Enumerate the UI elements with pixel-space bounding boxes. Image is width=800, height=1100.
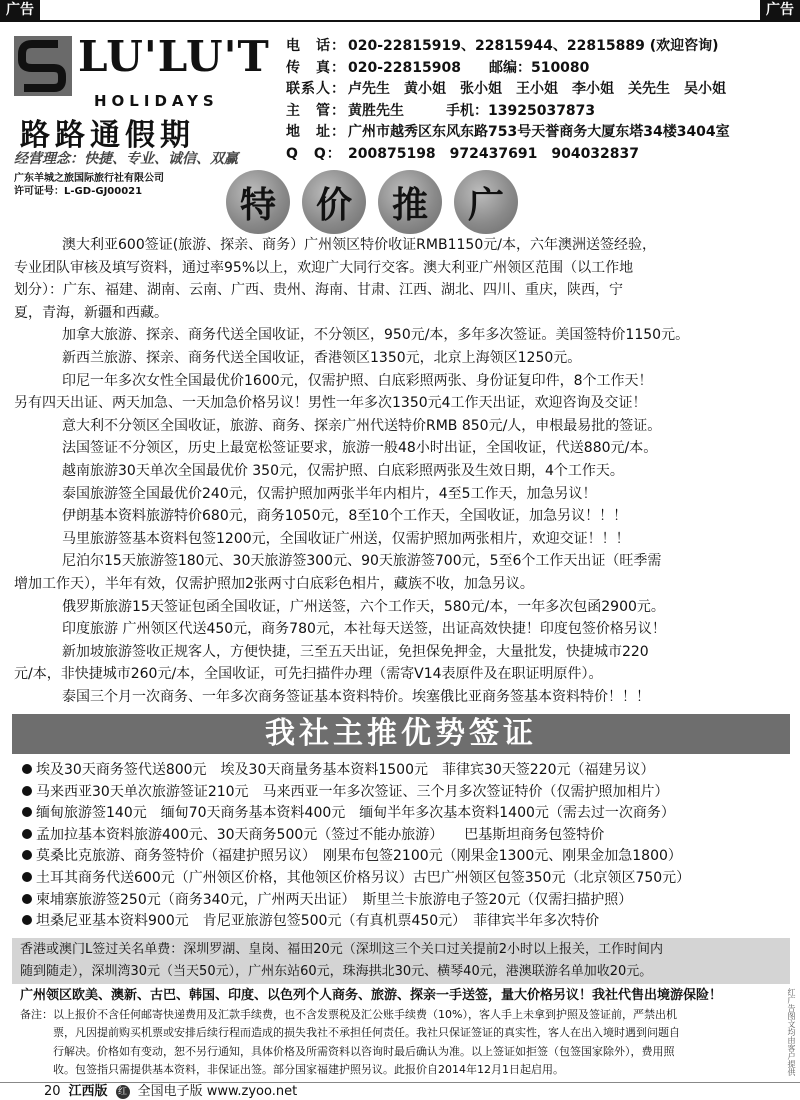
promo-content <box>14 234 790 708</box>
promo-line: 夏，青海，新疆和西藏。 <box>14 304 168 321</box>
bullet-icon <box>22 829 32 839</box>
company-info <box>14 172 164 198</box>
bullet-icon <box>22 894 32 904</box>
license-number: 许可证号：L-GD-GJ00021 <box>14 186 143 197</box>
list-item <box>22 760 792 782</box>
company-name: 广东羊城之旅国际旅行社有限公司 <box>14 173 164 184</box>
list-item <box>22 782 792 804</box>
contact-key: 传 真： <box>286 59 346 76</box>
banner-char: 广 <box>454 170 518 234</box>
list-item <box>22 868 792 890</box>
contact-key: 地 址： <box>286 124 346 140</box>
footer-rule <box>0 1082 800 1083</box>
list-item <box>22 890 792 912</box>
fee-line: 随到随走），深圳湾30元（当天50元），广州东站60元，珠海拱北30元、横琴40元，港澳联游名单加收20元。 <box>20 964 653 979</box>
bullet-icon <box>22 764 32 774</box>
special-offer-banner <box>226 170 518 234</box>
page-footer <box>44 1084 297 1100</box>
contact-value: 卢先生 黄小姐 张小姐 王小姐 李小姐 关先生 吴小姐 <box>348 81 726 97</box>
promo-line: 尼泊尔15天旅游签180元、30天旅游签300元、90天旅游签700元，5至6个工作天出证（旺季需 <box>62 553 662 570</box>
promo-line: 加拿大旅游、探亲、商务代送全国收证，不分领区，950元/本，多年多次签证。美国签特价1150元。 <box>62 327 690 344</box>
contact-value: 广州市越秀区东风东路753号天誉商务大厦东塔34楼3404室 <box>348 124 730 140</box>
featured-visa-heading: 我社主推优势签证 <box>12 714 790 754</box>
promo-line: 另有四天出证、两天加急、一天加急价格另议！男性一年多次1350元4工作天出证，欢迎咨询及交证！ <box>14 395 647 412</box>
edition-emblem-icon: 红 <box>116 1085 130 1099</box>
promo-line: 新加坡旅游签收正规客人，方便快捷，三至五天出证，免担保免押金，大量批发，快捷城市220 <box>62 643 649 660</box>
contact-key: 电 话： <box>286 38 346 54</box>
ad-tag-left: 广告 <box>0 0 40 21</box>
contact-key: 主 管： <box>286 102 346 119</box>
list-item-text: 孟加拉基本资料旅游400元、30天商务500元（签过不能办旅游） 巴基斯坦商务包签特价 <box>36 826 605 843</box>
logo-motto: 经营理念：快捷、专业、诚信、双赢 <box>14 151 238 167</box>
promo-line: 增加工作天），半年有效，仅需护照加2张两寸白底彩色相片，藏族不收，加急另议。 <box>14 575 534 592</box>
list-item-text: 缅甸旅游签140元 缅甸70天商务基本资料400元 缅甸半年多次基本资料1400元（需去过一次商务） <box>36 805 675 822</box>
bullet-icon <box>22 786 32 796</box>
bullet-icon <box>22 872 32 882</box>
remarks-body <box>12 1006 776 1080</box>
contact-row <box>286 58 730 80</box>
featured-visa-list <box>22 760 792 933</box>
list-item <box>22 846 792 868</box>
promo-line: 元/本，非快捷城市260元/本，全国收证，可先扫描件办理（需寄V14表原件及在职证明原件）。 <box>14 666 603 683</box>
remarks-line: 票，凡因提前购买机票或安排后续行程而造成的损失我社不承担任何责任。我社只保证签证的真实性，客人在出入境时遇到问题自 <box>20 1026 680 1040</box>
promo-line: 印度旅游 广州领区代送450元，商务780元，本社每天送签，出证高效快捷！印度包签价格另议！ <box>62 621 666 638</box>
logo-cn-text: 路路通假期 <box>20 118 195 153</box>
remarks-line: 收。包签指只需提供基本资料，非保证出签。部分国家福建护照另议。此报价自2014年12月1日起启用。 <box>20 1063 564 1077</box>
remarks-line: 行解决。价格如有变动，恕不另行通知，具体价格及所需资料以咨询时最后确认为准。以上签证如拒签（包签国家除外），费用照 <box>20 1044 675 1058</box>
side-disclaimer: 红广告图文均由客户提供 <box>787 988 796 1076</box>
agency-logo <box>14 30 270 175</box>
contact-value: 020-22815908 邮编：510080 <box>348 59 590 76</box>
list-item-text: 马来西亚30天单次旅游签证210元 马来西亚一年多次签证、三个月多次签证特价（仅需护照加相片） <box>36 783 669 800</box>
banner-char: 推 <box>378 170 442 234</box>
contact-row <box>286 144 730 166</box>
contact-block <box>286 36 730 165</box>
promo-line: 法国签证不分领区，历史上最宽松签证要求，旅游一般48小时出证，全国收证，代送880元/本。 <box>62 440 658 457</box>
promo-line: 越南旅游30天单次全国最优价 350元，仅需护照、白底彩照两张及生效日期，4个工作天。 <box>62 462 624 479</box>
promo-line: 澳大利亚600签证(旅游、探亲、商务）广州领区特价收证RMB1150元/本，六年澳洲送签经验， <box>62 237 656 253</box>
remarks-headline: 广州领区欧美、澳新、古巴、韩国、印度、以色列个人商务、旅游、探亲一手送签，量大价格另议！我社代售出境游保险！ <box>20 988 723 1003</box>
fee-line: 香港或澳门L签过关名单费：深圳罗湖、皇岗、福田20元（深圳这三个关口过关提前2小时以上报关，工作时间内 <box>20 942 664 957</box>
promo-line: 泰国旅游签全国最优价240元，仅需护照加两张半年内相片，4至5工作天，加急另议！ <box>62 485 597 502</box>
contact-row <box>286 36 730 58</box>
list-item <box>22 911 792 933</box>
list-item-text: 坦桑尼亚基本资料900元 肯尼亚旅游包签500元（有真机票450元） 菲律宾半年多次特价 <box>36 913 600 930</box>
top-rule <box>0 20 800 22</box>
promo-line: 伊朗基本资料旅游特价680元，商务1050元，8至10个工作天，全国收证，加急另议！！！ <box>62 508 628 525</box>
promo-line: 意大利不分领区全国收证，旅游、商务、探亲广州代送特价RMB 850元/人，申根最易批的签证。 <box>62 417 662 434</box>
promo-line: 新西兰旅游、探亲、商务代送全国收证，香港领区1350元，北京上海领区1250元。 <box>62 349 582 366</box>
logo-holidays-text: HOLIDAYS <box>94 92 219 110</box>
contact-key: 联系人： <box>286 81 346 97</box>
contact-row <box>286 101 730 123</box>
banner-char: 价 <box>302 170 366 234</box>
banner-char: 特 <box>226 170 290 234</box>
logo-en-text: LU'LU'T <box>78 32 270 81</box>
promo-line: 专业团队审核及填写资料，通过率95%以上，欢迎广大同行交客。澳大利亚广州领区范围（以工作地 <box>14 259 634 276</box>
list-item <box>22 803 792 825</box>
promo-line: 泰国三个月一次商务、一年多次商务签证基本资料特价。埃塞俄比亚商务签基本资料特价！！！ <box>62 688 650 705</box>
page-number: 20 <box>44 1084 61 1099</box>
bullet-icon <box>22 807 32 817</box>
remarks-line: 备注：以上报价不含任何邮寄快递费用及汇款手续费，也不含发票税及汇公账手续费（10%），客人手上未拿到护照及签证前，严禁出机 <box>20 1008 677 1021</box>
list-item-text: 柬埔寨旅游签250元（商务340元，广州两天出证） 斯里兰卡旅游电子签20元（仅需扫描护照） <box>36 891 633 908</box>
list-item-text: 埃及30天商务签代送800元 埃及30天商量务基本资料1500元 菲律宾30天签220元（福建另议） <box>36 762 655 778</box>
contact-value: 020-22815919、22815944、22815889 (欢迎咨询) <box>348 38 719 54</box>
logo-s-mark-icon <box>14 36 72 96</box>
list-item <box>22 825 792 847</box>
ad-tag-right: 广告 <box>760 0 800 21</box>
edition-label: 江西版 <box>68 1084 108 1099</box>
list-item-text: 土耳其商务代送600元（广州领区价格，其他领区价格另议）古巴广州领区包签350元（北京领区750元） <box>36 869 691 886</box>
promo-line: 马里旅游签基本资料包签1200元，全国收证广州送，仅需护照加两张相片，欢迎交证！！！ <box>62 530 630 547</box>
remarks-section <box>12 986 776 1080</box>
bullet-icon <box>22 850 32 860</box>
contact-row <box>286 122 730 144</box>
contact-value: 黄胜先生 手机：13925037873 <box>348 102 596 119</box>
website-link[interactable]: 全国电子版 www.zyoo.net <box>137 1084 298 1099</box>
list-item-text: 莫桑比克旅游、商务签特价（福建护照另议） 刚果布包签2100元（刚果金1300元、刚果金加急1800） <box>36 848 682 865</box>
contact-row <box>286 79 730 101</box>
contact-key: Q Q： <box>286 145 342 162</box>
promo-line: 俄罗斯旅游15天签证包函全国收证，广州送签，六个工作天，580元/本，一年多次包函2900元。 <box>62 598 665 615</box>
hk-macau-fee-box <box>12 938 790 984</box>
promo-line: 印尼一年多次女性全国最优价1600元，仅需护照、白底彩照两张、身份证复印件，8个工作天！ <box>62 372 653 389</box>
contact-value: 200875198 972437691 904032837 <box>348 145 640 162</box>
bullet-icon <box>22 915 32 925</box>
promo-line: 划分）：广东、福建、湖南、云南、广西、贵州、海南、甘肃、江西、湖北、四川、重庆，陕西，宁 <box>14 282 623 299</box>
